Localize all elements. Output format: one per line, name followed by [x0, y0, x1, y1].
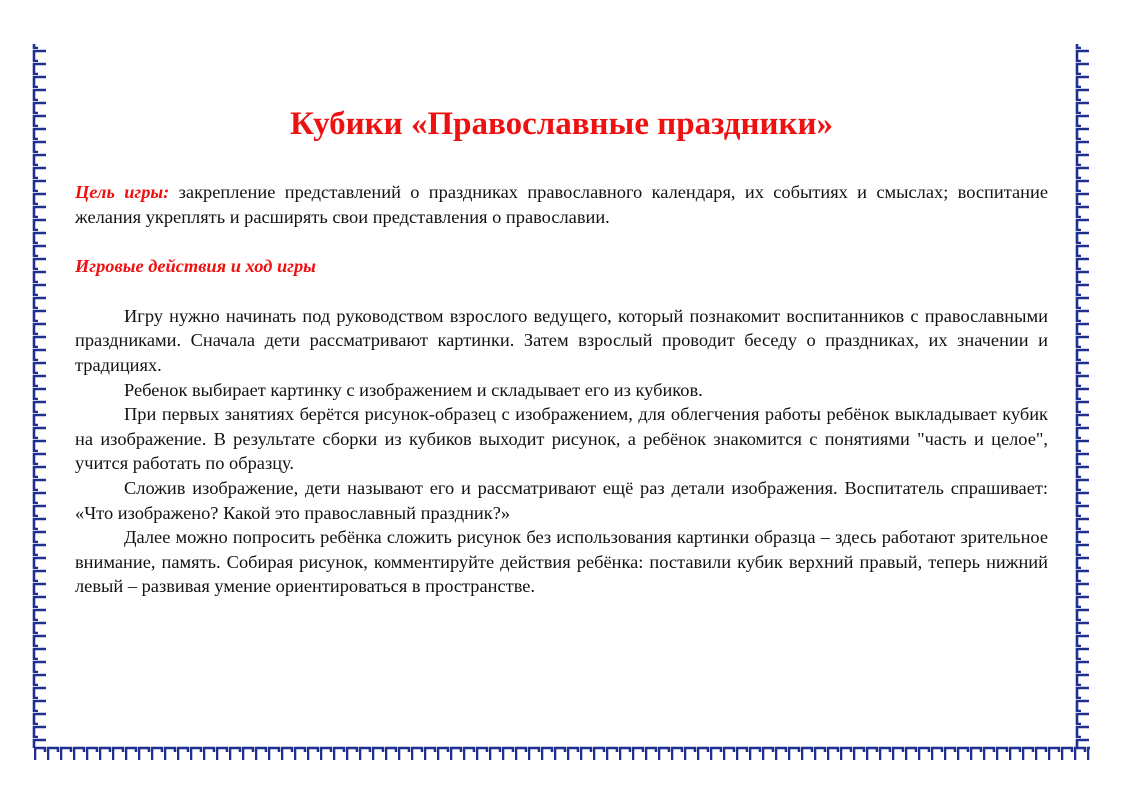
body-paragraph: При первых занятиях берётся рисунок-образец с изображением, для облегчения работы ребёнок выкладывает кубик на изображение. В результате сборки из кубиков выходит рисунок, а ребёнок знакомится с понятиями "часть и целое", учится работать по образцу. [75, 404, 1048, 474]
body-paragraph: Далее можно попросить ребёнка сложить рисунок без использования картинки образца – здесь работают зрительное внимание, память. Собирая рисунок, комментируйте действия ребёнка: поставили кубик верхний правый, теперь нижний левый – развивая умение ориентироваться в пространстве. [75, 527, 1048, 597]
body-paragraph: Ребенок выбирает картинку с изображением и складывает его из кубиков. [124, 379, 703, 400]
section-heading: Игровые действия и ход игры [75, 256, 316, 277]
document-body [75, 180, 1048, 599]
goal-paragraph [75, 180, 1048, 229]
goal-text: закрепление представлений о праздниках православного календаря, их событиях и смыслах; воспитание желания укреплять и расширять свои представления о православии. [75, 182, 1048, 227]
body-paragraph: Игру нужно начинать под руководством взрослого ведущего, который познакомит воспитанников с православными праздниками. Сначала дети рассматривают картинки. Затем взрослый проводит беседу о праздниках, их значении и традициях. [75, 305, 1048, 375]
goal-label: Цель игры: [75, 182, 170, 202]
body-paragraph: Сложив изображение, дети называют его и рассматривают ещё раз детали изображения. Воспитатель спрашивает: «Что изображено? Какой это православный праздник?» [75, 477, 1048, 523]
document-title: Кубики «Православные праздники» [289, 106, 834, 142]
